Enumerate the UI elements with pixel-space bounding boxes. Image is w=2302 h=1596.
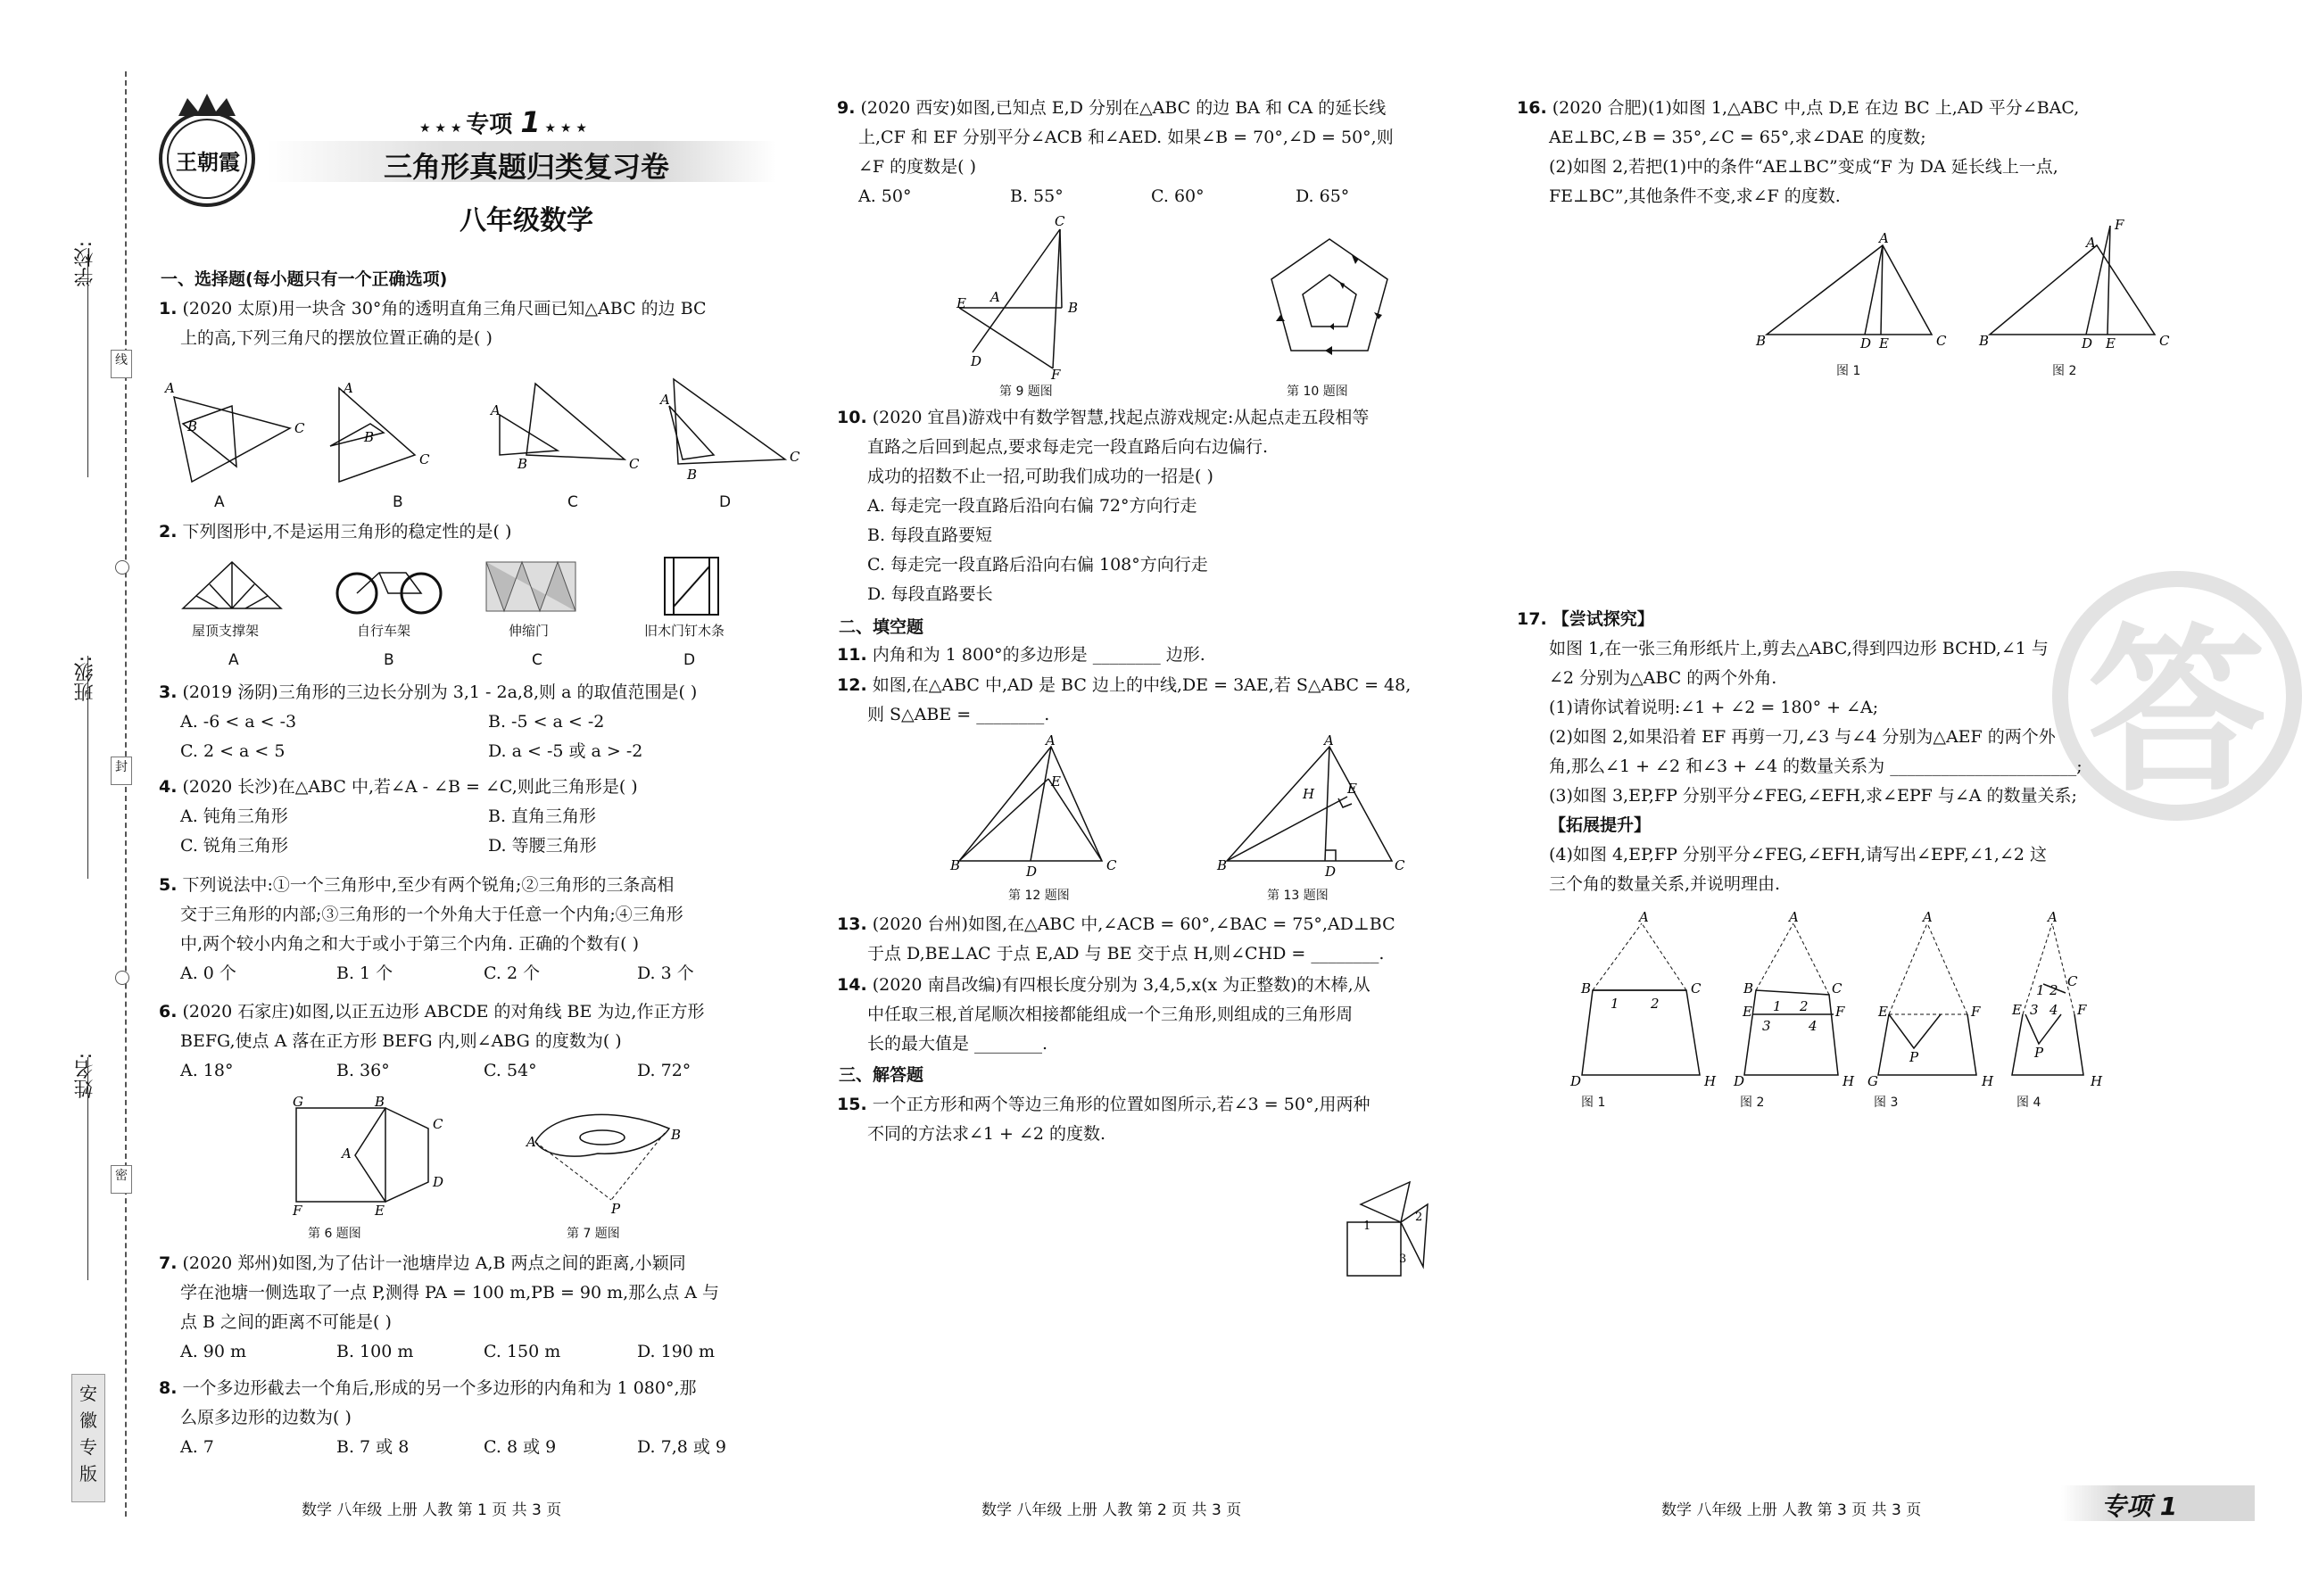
- svg-text:E: E: [956, 295, 966, 311]
- svg-text:E: E: [1879, 335, 1889, 351]
- footer-page-3: 数学 八年级 上册 人教 第 3 页 共 3 页: [1661, 1501, 1922, 1519]
- svg-text:C: C: [2159, 333, 2170, 349]
- svg-text:B: B: [687, 467, 698, 483]
- question-6: 6. (2020 石家庄)如图,以正五边形 ABCDE 的对角线 BE 为边,作正方形 BEFG,使点 A 落在正方形 BEFG 内,则∠ABG 的度数为( ) A. 18° B. 36° C. 54° D. 72°: [159, 997, 704, 1086]
- svg-text:D: D: [1734, 1073, 1745, 1089]
- q9-figure: [946, 213, 1106, 383]
- q7-option-c[interactable]: C. 150 m: [484, 1342, 561, 1361]
- svg-text:D: D: [1860, 335, 1872, 351]
- section-answer: 三、解答题: [839, 1065, 924, 1085]
- svg-text:P: P: [2034, 1045, 2044, 1061]
- q9-option-d[interactable]: D. 65°: [1296, 186, 1350, 206]
- q16-caption-2: 图 2: [2052, 364, 2077, 378]
- svg-text:B: B: [375, 1094, 385, 1110]
- svg-text:B: B: [518, 456, 528, 472]
- q10-option-a[interactable]: A. 每走完一段直路后沿向右偏 72°方向行走: [867, 496, 1197, 516]
- name-label: 姓名:: [74, 1053, 96, 1099]
- svg-text:F: F: [1971, 1004, 1981, 1020]
- q3-option-a[interactable]: A. -6 < a < -3: [180, 712, 297, 732]
- q6-option-c[interactable]: C. 54°: [484, 1061, 537, 1080]
- question-10: 10. (2020 宜昌)游戏中有数学智慧,找起点游戏规定:从起点走五段相等 直路之后回到起点,要求每走完一段直路后向右边偏行. 成功的招数不止一招,可助我们成功的一招是( ) A. 每走完一段直路后沿向右偏 72°方向行走 B. 每段直路要短 C. 每走完一段直路后沿向右偏 108°方向行走 D. 每段直路要长: [837, 403, 1369, 609]
- q3-option-c[interactable]: C. 2 < a < 5: [180, 741, 286, 761]
- svg-text:D: D: [971, 353, 982, 369]
- q4-option-d[interactable]: D. 等腰三角形: [488, 836, 597, 856]
- svg-text:F: F: [2115, 217, 2124, 233]
- q5-option-d[interactable]: D. 3 个: [637, 963, 694, 983]
- q13-caption: 第 13 题图: [1267, 889, 1329, 903]
- line-mark-1: 线: [111, 350, 132, 378]
- svg-text:D: D: [1570, 1073, 1582, 1089]
- svg-text:H: H: [1704, 1073, 1717, 1089]
- class-field: [71, 656, 99, 701]
- page-title: 三角形真题归类复习卷: [383, 150, 669, 184]
- q4-option-a[interactable]: A. 钝角三角形: [180, 806, 288, 826]
- svg-text:F: F: [293, 1203, 302, 1219]
- class-label: 班级:: [74, 656, 96, 702]
- svg-text:3: 3: [2030, 1002, 2039, 1018]
- question-5: 5. 下列说法中:①一个三角形中,至少有两个锐角;②三角形的三条高相 交于三角形的内部;③三角形的一个外角大于任意一个内角;④三角形 中,两个较小内角之和大于或小于第三个内角. 正确的个数有( ) A. 0 个 B. 1 个 C. 2 个 D. 3 个: [159, 871, 694, 988]
- svg-text:A: A: [344, 380, 353, 396]
- svg-text:F: F: [1051, 367, 1061, 383]
- question-12: 12. 如图,在△ABC 中,AD 是 BC 边上的中线,DE = 3AE,若 S△ABC = 48, 则 S△ABE = ________.: [837, 675, 1412, 724]
- svg-text:A: A: [1324, 732, 1334, 748]
- q1-figures: [161, 370, 803, 486]
- svg-text:A: A: [342, 1145, 352, 1162]
- q2-option-b[interactable]: B: [384, 651, 394, 669]
- svg-text:4: 4: [1809, 1018, 1818, 1034]
- question-7: 7. (2020 郑州)如图,为了估计一池塘岸边 A,B 两点之间的距离,小颖同 学在池塘一侧选取了一点 P,测得 PA = 100 m,PB = 90 m,那么点 A 与 点 B 之间的距离不可能是( ) A. 90 m B. 100 m C. 150 m D. 190 m: [159, 1249, 719, 1367]
- q4-option-b[interactable]: B. 直角三角形: [488, 806, 597, 826]
- q8-option-b[interactable]: B. 7 或 8: [336, 1437, 410, 1457]
- header: [152, 89, 794, 250]
- q3-option-b[interactable]: B. -5 < a < -2: [488, 712, 605, 732]
- q12-figure: [946, 732, 1117, 880]
- question-11: 11. 内角和为 1 800°的多边形是 ________ 边形.: [837, 645, 1205, 665]
- q7-caption: 第 7 题图: [567, 1227, 620, 1241]
- svg-text:E: E: [375, 1203, 385, 1219]
- question-15: 15. 一个正方形和两个等边三角形的位置如图所示,若∠3 = 50°,用两种 不同的方法求∠1 + ∠2 的度数.: [837, 1095, 1370, 1144]
- svg-text:C: C: [1936, 333, 1947, 349]
- svg-text:G: G: [1867, 1073, 1878, 1089]
- svg-text:P: P: [611, 1201, 621, 1217]
- question-16: 16. (2020 合肥)(1)如图 1,△ABC 中,点 D,E 在边 BC 上,AD 平分∠BAC, AE⊥BC,∠B = 35°,∠C = 65°,求∠DAE 的度数; (2)如图 2,若把(1)中的条件“AE⊥BC”变成“F 为 DA 延长线上一点, FE⊥BC”,其他条件不变,求∠F 的度数.: [1517, 98, 2080, 206]
- section-choice: 一、选择题(每小题只有一个正确选项): [161, 269, 448, 289]
- q6-option-b[interactable]: B. 36°: [336, 1061, 390, 1080]
- svg-text:A: A: [165, 380, 175, 396]
- svg-text:1: 1: [2036, 982, 2045, 998]
- footer-page-2: 数学 八年级 上册 人教 第 2 页 共 3 页: [981, 1501, 1242, 1519]
- svg-text:A: A: [526, 1134, 536, 1150]
- svg-text:B: B: [187, 418, 198, 434]
- svg-text:A: A: [1879, 230, 1889, 246]
- q9-option-c[interactable]: C. 60°: [1151, 186, 1205, 206]
- svg-text:A: A: [1789, 909, 1799, 925]
- q15-figure: [1338, 1169, 1481, 1280]
- svg-text:A: A: [660, 392, 670, 408]
- svg-text:A: A: [2086, 235, 2096, 251]
- line-mark-3: 密: [111, 1165, 132, 1194]
- section-fill: 二、填空题: [839, 617, 924, 637]
- svg-text:2: 2: [1651, 996, 1660, 1012]
- circle-mark-2: [115, 971, 129, 985]
- page-subtitle: 八年级数学: [460, 205, 593, 236]
- q16-figure-1: [1749, 230, 1947, 351]
- svg-text:E: E: [2106, 335, 2116, 351]
- svg-text:H: H: [2091, 1073, 2103, 1089]
- svg-text:H: H: [1982, 1073, 1994, 1089]
- q17-caption-4: 图 4: [2016, 1096, 2041, 1110]
- svg-text:A: A: [2048, 909, 2058, 925]
- svg-text:C: C: [433, 1116, 443, 1132]
- school-label: 学校:: [74, 241, 96, 287]
- svg-text:B: B: [1068, 300, 1079, 316]
- q10-option-d[interactable]: D. 每段直路要长: [867, 584, 993, 604]
- svg-text:F: F: [1835, 1004, 1845, 1020]
- binding-margin: [0, 0, 134, 1596]
- footer-badge-text: 专项 1: [2101, 1492, 2178, 1521]
- svg-text:E: E: [1051, 773, 1061, 790]
- svg-text:C: C: [2067, 973, 2078, 989]
- svg-text:A: A: [491, 402, 501, 418]
- line-mark-2: 封: [111, 757, 132, 785]
- question-17: 17. 【尝试探究】 如图 1,在一张三角形纸片上,剪去△ABC,得到四边形 BCHD,∠1 与 ∠2 分别为△ABC 的两个外角. (1)请你试着说明:∠1 + ∠2 = 180° + ∠A; (2)如图 2,如果沿着 EF 再剪一刀,∠3 与∠4 分别为△AEF 的两个外 角,那么∠1 + ∠2 和∠3 + ∠4 的数量关系为 ______________________; (3)如图 3,EP,FP 分别平分∠FEG,∠EFH,求∠EPF 与∠A 的数量关系; 【拓展提升】 (4)如图 4,EP,FP 分别平分∠FEG,∠EFH,请写出∠EPF,∠1,∠2 这 三个角的数量关系,并说明理由.: [1517, 609, 2083, 894]
- q7-option-d[interactable]: D. 190 m: [637, 1342, 715, 1361]
- q10-figure: [1263, 230, 1396, 373]
- svg-text:D: D: [1325, 864, 1337, 880]
- svg-text:A: A: [1923, 909, 1933, 925]
- q12-caption: 第 12 题图: [1008, 889, 1070, 903]
- svg-text:C: C: [419, 451, 430, 467]
- svg-text:D: D: [2082, 335, 2093, 351]
- q6-option-a[interactable]: A. 18°: [180, 1061, 234, 1080]
- svg-text:F: F: [2077, 1002, 2087, 1018]
- q9-option-b[interactable]: B. 55°: [1010, 186, 1064, 206]
- name-field: [71, 1053, 99, 1098]
- q8-option-a[interactable]: A. 7: [180, 1437, 214, 1457]
- q2-option-a[interactable]: A: [228, 651, 239, 669]
- q2-caption-d: 旧木门钉木条: [644, 623, 725, 639]
- svg-text:B: B: [1581, 980, 1592, 996]
- svg-text:B: B: [1756, 333, 1767, 349]
- svg-text:E: E: [1878, 1004, 1888, 1020]
- svg-text:C: C: [1832, 980, 1842, 996]
- q3-option-d[interactable]: D. a < -5 或 a > -2: [488, 741, 643, 761]
- svg-text:C: C: [629, 456, 640, 472]
- svg-text:B: B: [950, 857, 961, 873]
- svg-text:C: C: [1395, 857, 1405, 873]
- q6-figure: [286, 1094, 455, 1219]
- q6-caption: 第 6 题图: [308, 1227, 361, 1241]
- question-3: 3. (2019 汤阴)三角形的三边长分别为 3,1 - 2a,8,则 a 的取值范围是( ) A. -6 < a < -3 B. -5 < a < -2 C. 2 < a < 5 D. a < -5 或 a > -2: [159, 678, 697, 766]
- svg-text:3: 3: [1399, 1253, 1407, 1266]
- q7-option-b[interactable]: B. 100 m: [336, 1342, 414, 1361]
- svg-text:2: 2: [1800, 998, 1809, 1014]
- question-4: 4. (2020 长沙)在△ABC 中,若∠A - ∠B = ∠C,则此三角形是( ) A. 钝角三角形 B. 直角三角形 C. 锐角三角形 D. 等腰三角形: [159, 773, 638, 861]
- svg-text:B: B: [1743, 980, 1754, 996]
- logo-text: 王朝霞: [176, 149, 240, 175]
- q10-option-c[interactable]: C. 每走完一段直路后沿向右偏 108°方向行走: [867, 555, 1208, 575]
- svg-text:E: E: [1743, 1004, 1752, 1020]
- svg-text:D: D: [1026, 864, 1038, 880]
- svg-text:B: B: [1217, 857, 1228, 873]
- svg-text:E: E: [1347, 781, 1357, 797]
- question-2: 2. 下列图形中,不是运用三角形的稳定性的是( ): [159, 522, 512, 542]
- svg-text:C: C: [790, 449, 800, 465]
- circle-mark-1: [115, 560, 129, 575]
- svg-text:A: A: [1639, 909, 1649, 925]
- svg-text:2: 2: [1415, 1211, 1423, 1224]
- q5-option-c[interactable]: C. 2 个: [484, 963, 541, 983]
- q5-option-a[interactable]: A. 0 个: [180, 963, 236, 983]
- name-line[interactable]: [87, 1057, 88, 1280]
- watermark: 答: [2052, 571, 2302, 821]
- q1-option-c[interactable]: C: [567, 493, 578, 511]
- svg-text:C: C: [1106, 857, 1117, 873]
- q2-figures: [178, 553, 732, 617]
- svg-text:H: H: [1303, 786, 1315, 802]
- svg-text:1: 1: [1363, 1220, 1371, 1233]
- q2-caption-c: 伸缩门: [509, 623, 550, 639]
- svg-text:3: 3: [1762, 1018, 1771, 1034]
- q17-caption-2: 图 2: [1740, 1096, 1765, 1110]
- question-1: 1. (2020 太原)用一块含 30°角的透明直角三角尺画已知△ABC 的边 BC 上的高,下列三角尺的摆放位置正确的是( ): [159, 299, 707, 348]
- q16-figure-2: [1972, 217, 2170, 351]
- q13-figure: [1213, 732, 1405, 880]
- svg-text:B: B: [364, 429, 375, 445]
- q9-option-a[interactable]: A. 50°: [858, 186, 912, 206]
- footer-page-1: 数学 八年级 上册 人教 第 1 页 共 3 页: [302, 1501, 562, 1519]
- q17-caption-1: 图 1: [1581, 1096, 1606, 1110]
- q9-caption: 第 9 题图: [999, 385, 1053, 399]
- svg-text:1: 1: [1773, 998, 1782, 1014]
- question-13: 13. (2020 台州)如图,在△ABC 中,∠ACB = 60°,∠BAC = 75°,AD⊥BC 于点 D,BE⊥AC 于点 E,AD 与 BE 交于点 H,则∠CHD = ________.: [837, 914, 1395, 963]
- q10-caption: 第 10 题图: [1287, 385, 1348, 399]
- q8-option-d[interactable]: D. 7,8 或 9: [637, 1437, 727, 1457]
- q7-option-a[interactable]: A. 90 m: [180, 1342, 247, 1361]
- question-9: 9. (2020 西安)如图,已知点 E,D 分别在△ABC 的边 BA 和 CA 的延长线 上,CF 和 EF 分别平分∠ACB 和∠AED. 如果∠B = 70°,∠D = 50°,则 ∠F 的度数是( ) A. 50° B. 55° C. 60° D. 65°: [837, 94, 1394, 211]
- q16-caption-1: 图 1: [1836, 364, 1861, 378]
- svg-text:E: E: [2012, 1002, 2022, 1018]
- q2-option-d[interactable]: D: [683, 651, 696, 669]
- svg-text:C: C: [1055, 213, 1065, 229]
- q6-option-d[interactable]: D. 72°: [637, 1061, 691, 1080]
- school-field: [71, 241, 99, 286]
- q5-option-b[interactable]: B. 1 个: [336, 963, 393, 983]
- q8-option-c[interactable]: C. 8 或 9: [484, 1437, 557, 1457]
- svg-text:4: 4: [2049, 1002, 2058, 1018]
- svg-text:P: P: [1909, 1049, 1919, 1065]
- svg-text:C: C: [294, 420, 305, 436]
- question-8: 8. 一个多边形截去一个角后,形成的另一个多边形的内角和为 1 080°,那 么原多边形的边数为( ) A. 7 B. 7 或 8 C. 8 或 9 D. 7,8 或 9: [159, 1374, 726, 1462]
- q2-caption-b: 自行车架: [357, 623, 411, 639]
- q1-option-d[interactable]: D: [719, 493, 732, 511]
- svg-text:A: A: [1046, 732, 1056, 748]
- edition-badge: 安徽专版: [71, 1374, 105, 1502]
- q7-figure: [518, 1102, 687, 1217]
- svg-text:2: 2: [2049, 982, 2058, 998]
- q1-option-b[interactable]: B: [393, 493, 403, 511]
- svg-text:1: 1: [1611, 996, 1619, 1012]
- q10-option-b[interactable]: B. 每段直路要短: [867, 525, 993, 545]
- special-label: ★ ★ ★ 专项 1 ★ ★ ★: [419, 105, 587, 139]
- svg-text:C: C: [1691, 980, 1702, 996]
- svg-text:D: D: [433, 1174, 444, 1190]
- school-line[interactable]: [87, 254, 88, 477]
- q2-option-c[interactable]: C: [532, 651, 542, 669]
- svg-text:H: H: [1842, 1073, 1855, 1089]
- question-14: 14. (2020 南昌改编)有四根长度分别为 3,4,5,x(x 为正整数)的木棒,从 中任取三根,首尾顺次相接都能组成一个三角形,则组成的三角形周 长的最大值是 ________.: [837, 975, 1370, 1054]
- svg-text:A: A: [990, 289, 1000, 305]
- class-line[interactable]: [87, 656, 88, 879]
- q1-option-a[interactable]: A: [214, 493, 225, 511]
- q17-caption-3: 图 3: [1874, 1096, 1899, 1110]
- svg-text:G: G: [293, 1094, 303, 1110]
- svg-text:B: B: [671, 1127, 682, 1143]
- svg-text:B: B: [1979, 333, 1990, 349]
- q2-caption-a: 屋顶支撑架: [192, 623, 260, 639]
- q17-figures: [1566, 909, 2155, 1093]
- q4-option-c[interactable]: C. 锐角三角形: [180, 836, 288, 856]
